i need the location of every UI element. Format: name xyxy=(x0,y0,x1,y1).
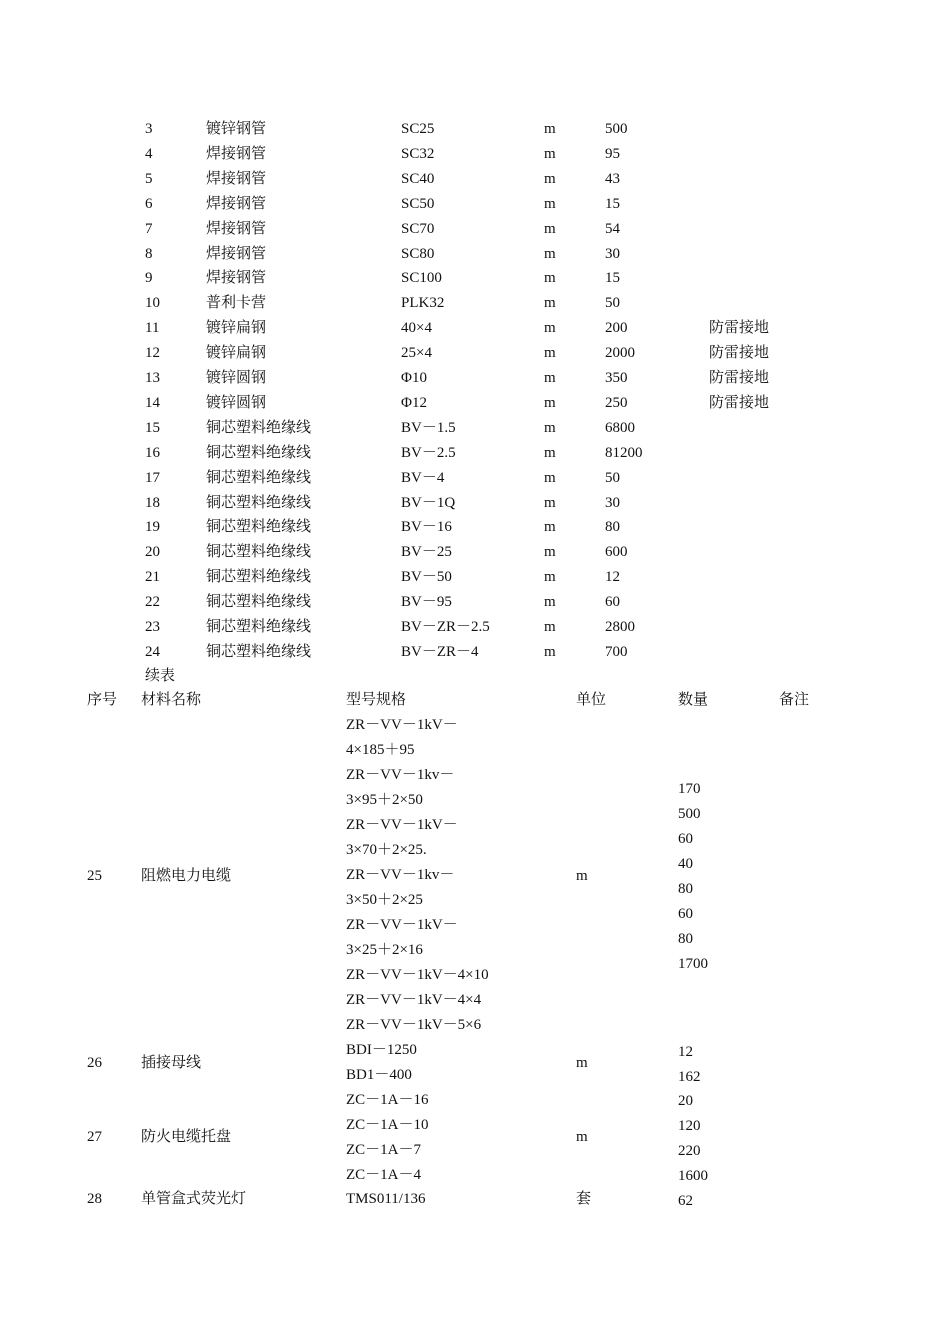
row-no: 15 xyxy=(145,419,160,436)
row-spec-list xyxy=(346,1190,425,1215)
row-spec: ZR－VV－1kV－4×10 xyxy=(346,967,489,983)
table-row xyxy=(0,494,950,519)
row-name: 铜芯塑料绝缘线 xyxy=(206,569,312,586)
row-spec: ZR－VV－1kV－4×4 xyxy=(346,992,482,1008)
row-qty: 2000 xyxy=(605,345,635,362)
row-unit: m xyxy=(544,345,556,362)
row-spec: BDI－1250 xyxy=(346,1042,417,1058)
row-spec: ZR－VV－1kV－ xyxy=(346,717,458,733)
row-no: 28 xyxy=(87,1191,102,1207)
row-spec: TMS011/136 xyxy=(346,1191,426,1207)
row-spec: BD1－400 xyxy=(346,1067,412,1083)
header-no: 序号 xyxy=(87,692,118,708)
row-unit: m xyxy=(544,394,556,411)
row-unit: m xyxy=(544,469,556,486)
row-spec: SC70 xyxy=(401,220,435,237)
row-spec: PLK32 xyxy=(401,295,445,312)
row-no: 16 xyxy=(145,444,160,461)
row-qty: 600 xyxy=(605,544,628,561)
row-unit: m xyxy=(544,270,556,287)
row-spec: 3×95＋2×50 xyxy=(346,792,423,808)
row-spec: ZR－VV－1kV－ xyxy=(346,917,458,933)
row-spec: ZR－VV－1kv－ xyxy=(346,867,455,883)
row-no: 4 xyxy=(145,145,153,162)
row-no: 5 xyxy=(145,170,153,187)
row-qty: 2800 xyxy=(605,619,635,635)
table-row xyxy=(0,444,950,469)
row-unit: m xyxy=(544,245,556,262)
row-qty: 500 xyxy=(605,121,628,137)
row-qty: 200 xyxy=(605,320,628,337)
row-unit: m xyxy=(576,868,588,884)
row-qty: 12 xyxy=(605,569,620,586)
row-name: 铜芯塑料绝缘线 xyxy=(206,594,312,611)
row-name: 铜芯塑料绝缘线 xyxy=(206,519,312,536)
row-spec: BV－25 xyxy=(401,544,452,561)
row-spec: 3×70＋2×25. xyxy=(346,842,427,858)
row-spec: ZC－1A－7 xyxy=(346,1142,422,1158)
row-qty-list xyxy=(678,1192,693,1217)
row-name: 插接母线 xyxy=(141,1055,202,1071)
row-unit: m xyxy=(544,569,556,586)
row-qty: 43 xyxy=(605,170,620,187)
row-spec: 4×185＋95 xyxy=(346,742,415,758)
row-spec: SC40 xyxy=(401,170,435,187)
row-name: 焊接钢管 xyxy=(206,195,267,212)
row-name: 铜芯塑料绝缘线 xyxy=(206,419,312,436)
row-unit: m xyxy=(544,494,556,511)
row-spec: BV－2.5 xyxy=(401,444,456,461)
row-qty: 12 xyxy=(678,1044,693,1060)
table-row xyxy=(0,618,950,643)
row-no: 27 xyxy=(87,1129,102,1145)
header-qty: 数量 xyxy=(678,692,709,708)
row-name: 镀锌扁钢 xyxy=(206,345,267,362)
table-row xyxy=(0,369,950,394)
row-qty: 350 xyxy=(605,370,628,386)
table-row xyxy=(0,195,950,220)
row-qty: 500 xyxy=(678,806,701,822)
row-no: 22 xyxy=(145,594,160,611)
table-row xyxy=(0,294,950,319)
row-spec: SC25 xyxy=(401,121,435,137)
row-qty: 60 xyxy=(605,594,620,611)
row-spec: BV－4 xyxy=(401,469,445,486)
row-qty: 15 xyxy=(605,270,620,287)
row-name: 镀锌钢管 xyxy=(206,121,267,137)
row-qty: 1700 xyxy=(678,956,708,972)
row-no: 11 xyxy=(145,320,160,337)
row-qty: 50 xyxy=(605,295,620,312)
row-name: 镀锌扁钢 xyxy=(206,320,267,337)
row-qty: 95 xyxy=(605,145,620,162)
row-unit: m xyxy=(544,170,556,187)
row-unit: m xyxy=(544,419,556,436)
row-spec-list xyxy=(346,1091,429,1191)
row-note: 防雷接地 xyxy=(709,394,770,411)
row-note: 防雷接地 xyxy=(709,320,770,337)
row-note: 防雷接地 xyxy=(709,345,770,362)
row-no: 9 xyxy=(145,270,153,287)
table-row xyxy=(0,220,950,245)
row-name: 铜芯塑料绝缘线 xyxy=(206,544,312,561)
row-qty: 62 xyxy=(678,1193,693,1209)
row-unit: m xyxy=(544,544,556,561)
row-unit: m xyxy=(544,444,556,461)
row-name: 阻燃电力电缆 xyxy=(141,868,232,884)
row-qty: 30 xyxy=(605,494,620,511)
table-row xyxy=(0,469,950,494)
row-unit: m xyxy=(544,121,556,137)
row-spec: ZC－1A－4 xyxy=(346,1167,422,1183)
header-note: 备注 xyxy=(779,692,810,708)
row-spec: 3×25＋2×16 xyxy=(346,942,423,958)
table-row xyxy=(0,593,950,618)
table-row xyxy=(0,419,950,444)
row-no: 19 xyxy=(145,519,160,536)
row-no: 10 xyxy=(145,295,160,312)
row-qty: 250 xyxy=(605,394,628,411)
row-no: 8 xyxy=(145,245,153,262)
row-spec: SC32 xyxy=(401,145,435,162)
row-spec: ZR－VV－1kV－5×6 xyxy=(346,1017,482,1033)
row-unit: m xyxy=(576,1129,588,1145)
row-name: 铜芯塑料绝缘线 xyxy=(206,494,312,511)
row-qty: 15 xyxy=(605,195,620,212)
table-row xyxy=(0,344,950,369)
row-name: 铜芯塑料绝缘线 xyxy=(206,444,312,461)
continuation-label: 续表 xyxy=(145,668,176,684)
table-row xyxy=(0,269,950,294)
row-name: 铜芯塑料绝缘线 xyxy=(206,469,312,486)
row-spec: BV－ZR－4 xyxy=(401,643,479,660)
row-spec: SC50 xyxy=(401,195,435,212)
header-name: 材料名称 xyxy=(141,692,202,708)
table-row xyxy=(0,245,950,270)
row-name: 单管盒式荧光灯 xyxy=(141,1191,247,1207)
row-no: 3 xyxy=(145,121,153,137)
row-name: 防火电缆托盘 xyxy=(141,1129,232,1145)
row-no: 23 xyxy=(145,619,160,635)
row-spec: BV－ZR－2.5 xyxy=(401,619,490,635)
row-no: 6 xyxy=(145,195,153,212)
row-name: 焊接钢管 xyxy=(206,220,267,237)
row-unit: m xyxy=(544,195,556,212)
row-spec: BV－1Q xyxy=(401,494,456,511)
row-spec: ZC－1A－16 xyxy=(346,1092,429,1108)
row-no: 18 xyxy=(145,494,160,511)
row-name: 焊接钢管 xyxy=(206,170,267,187)
row-spec: ZR－VV－1kV－ xyxy=(346,817,458,833)
row-spec-list xyxy=(346,716,489,1041)
row-qty: 170 xyxy=(678,781,701,797)
row-no: 14 xyxy=(145,394,160,411)
row-qty: 80 xyxy=(678,881,693,897)
table-row xyxy=(0,319,950,344)
row-unit: m xyxy=(544,220,556,237)
row-no: 20 xyxy=(145,544,160,561)
table-row xyxy=(0,120,950,145)
row-qty: 700 xyxy=(605,643,628,660)
row-unit: m xyxy=(576,1055,588,1071)
row-spec: SC80 xyxy=(401,245,435,262)
row-qty: 80 xyxy=(678,931,693,947)
row-name: 焊接钢管 xyxy=(206,245,267,262)
header-unit: 单位 xyxy=(576,692,607,708)
table-row xyxy=(0,518,950,543)
table-row xyxy=(0,170,950,195)
row-qty: 6800 xyxy=(605,419,635,436)
header-spec: 型号规格 xyxy=(346,692,407,708)
row-spec: ZR－VV－1kv－ xyxy=(346,767,455,783)
row-qty: 50 xyxy=(605,469,620,486)
row-unit: m xyxy=(544,295,556,312)
table-row xyxy=(0,568,950,593)
row-spec: 40×4 xyxy=(401,320,432,337)
row-qty: 1600 xyxy=(678,1168,708,1184)
row-spec: 3×50＋2×25 xyxy=(346,892,423,908)
row-spec: 25×4 xyxy=(401,345,432,362)
row-qty: 30 xyxy=(605,245,620,262)
row-no: 7 xyxy=(145,220,153,237)
row-name: 铜芯塑料绝缘线 xyxy=(206,619,312,635)
row-qty: 40 xyxy=(678,856,693,872)
table-row xyxy=(0,394,950,419)
row-name: 普利卡营 xyxy=(206,295,267,312)
row-no: 26 xyxy=(87,1055,102,1071)
row-qty-list xyxy=(678,1092,708,1192)
row-no: 24 xyxy=(145,643,160,660)
row-name: 焊接钢管 xyxy=(206,145,267,162)
row-no: 25 xyxy=(87,868,102,884)
row-qty: 220 xyxy=(678,1143,701,1159)
row-unit: m xyxy=(544,320,556,337)
row-spec: SC100 xyxy=(401,270,442,287)
row-unit: 套 xyxy=(576,1191,592,1207)
table-row xyxy=(0,543,950,568)
table-row xyxy=(0,643,950,668)
row-spec: ZC－1A－10 xyxy=(346,1117,429,1133)
row-unit: m xyxy=(544,519,556,536)
row-qty: 60 xyxy=(678,906,693,922)
row-unit: m xyxy=(544,619,556,635)
row-spec: BV－16 xyxy=(401,519,452,536)
row-qty: 54 xyxy=(605,220,620,237)
row-qty: 162 xyxy=(678,1069,701,1085)
row-qty: 20 xyxy=(678,1093,693,1109)
row-no: 17 xyxy=(145,469,160,486)
row-name: 焊接钢管 xyxy=(206,270,267,287)
row-spec: BV－95 xyxy=(401,594,452,611)
row-spec-list xyxy=(346,1041,417,1091)
row-name: 镀锌圆钢 xyxy=(206,394,267,411)
row-no: 12 xyxy=(145,345,160,362)
row-unit: m xyxy=(544,145,556,162)
row-name: 镀锌圆钢 xyxy=(206,370,267,386)
row-spec: Φ12 xyxy=(401,394,427,411)
row-unit: m xyxy=(544,594,556,611)
row-qty-list xyxy=(678,1043,701,1093)
row-qty: 80 xyxy=(605,519,620,536)
row-spec: Φ10 xyxy=(401,370,427,386)
row-name: 铜芯塑料绝缘线 xyxy=(206,643,312,660)
row-unit: m xyxy=(544,370,556,386)
row-spec: BV－50 xyxy=(401,569,452,586)
row-unit: m xyxy=(544,643,556,660)
row-qty-list xyxy=(678,780,708,980)
row-no: 13 xyxy=(145,370,160,386)
table-row xyxy=(0,145,950,170)
row-qty: 60 xyxy=(678,831,693,847)
row-qty: 81200 xyxy=(605,444,643,461)
row-spec: BV－1.5 xyxy=(401,419,456,436)
row-note: 防雷接地 xyxy=(709,370,770,386)
row-no: 21 xyxy=(145,569,160,586)
row-qty: 120 xyxy=(678,1118,701,1134)
